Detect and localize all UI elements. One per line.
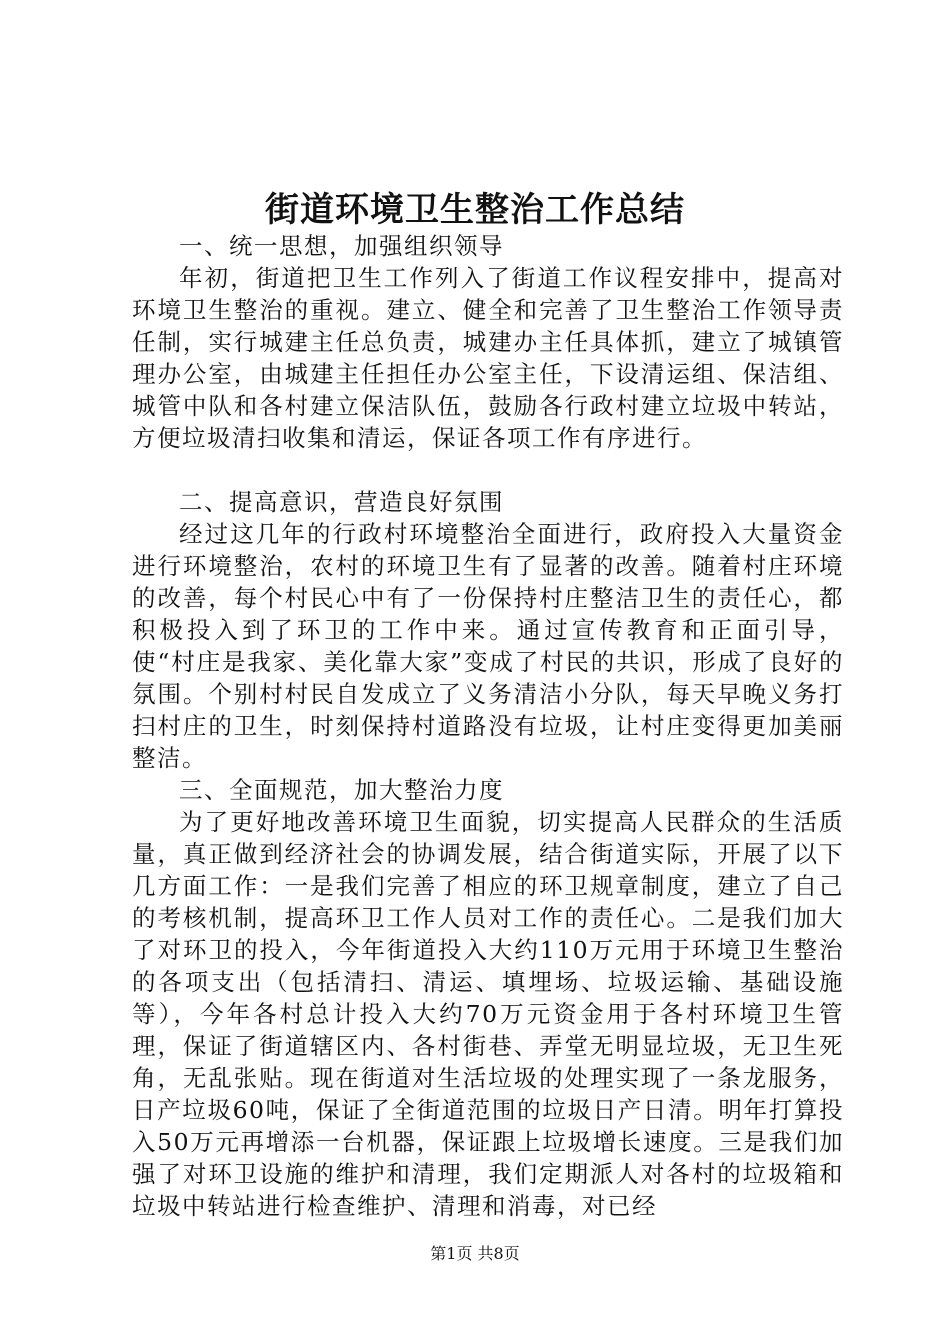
section-spacer: [132, 454, 844, 486]
document-body: [132, 230, 844, 1222]
section-paragraph-1: 年初，街道把卫生工作列入了街道工作议程安排中，提高对环境卫生整治的重视。建立、健全和完善了卫生整治工作领导责任制，实行城建主任总负责，城建办主任具体抓，建立了城镇管理办公室，由城建主任担任办公室主任，下设清运组、保洁组、城管中队和各村建立保洁队伍，鼓励各行政村建立垃圾中转站，方便垃圾清扫收集和清运，保证各项工作有序进行。: [132, 264, 844, 452]
section-heading-2: 二、提高意识，营造良好氛围: [179, 488, 504, 516]
section-heading-1: 一、统一思想，加强组织领导: [179, 232, 504, 260]
section-paragraph-3: 为了更好地改善环境卫生面貌，切实提高人民群众的生活质量，真正做到经济社会的协调发展，结合街道实际，开展了以下几方面工作：一是我们完善了相应的环卫规章制度，建立了自己的考核机制，提高环卫工作人员对工作的责任心。二是我们加大了对环卫的投入，今年街道投入大约110万元用于环境卫生整治的各项支出（包括清扫、清运、填埋场、垃圾运输、基础设施等），今年各村总计投入大约70万元资金用于各村环境卫生管理，保证了街道辖区内、各村街巷、弄堂无明显垃圾，无卫生死角，无乱张贴。现在街道对生活垃圾的处理实现了一条龙服务，日产垃圾60吨，保证了全街道范围的垃圾日产日清。明年打算投入50万元再增添一台机器，保证跟上垃圾增长速度。三是我们加强了对环卫设施的维护和清理，我们定期派人对各村的垃圾箱和垃圾中转站进行检查维护、清理和消毒，对已经: [132, 808, 844, 1220]
document-title: 街道环境卫生整治工作总结: [265, 190, 685, 230]
page-footer: 第1页 共8页: [430, 1244, 520, 1263]
section-heading-3: 三、全面规范，加大整治力度: [179, 776, 504, 804]
section-paragraph-2: 经过这几年的行政村环境整治全面进行，政府投入大量资金进行环境整治，农村的环境卫生有了显著的改善。随着村庄环境的改善，每个村民心中有了一份保持村庄整洁卫生的责任心，都积极投入到了环卫的工作中来。通过宣传教育和正面引导，使“村庄是我家、美化靠大家”变成了村民的共识，形成了良好的氛围。个别村村民自发成立了义务清洁小分队，每天早晚义务打扫村庄的卫生，时刻保持村道路没有垃圾，让村庄变得更加美丽整洁。: [132, 520, 844, 772]
